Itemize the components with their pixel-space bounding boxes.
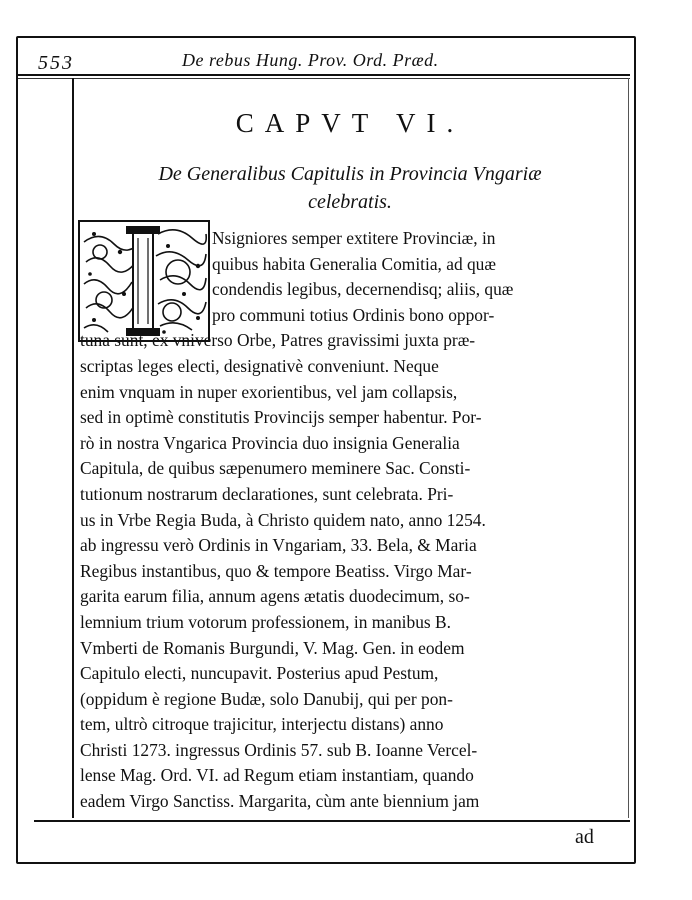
text-line: sed in optimè constitutis Provincijs semper habentur. Por- [80, 407, 482, 428]
running-head: De rebus Hung. Prov. Ord. Præd. [182, 50, 439, 70]
text-line: Regibus instantibus, quo & tempore Beatiss. Virgo Mar- [80, 560, 472, 581]
text-line: ab ingressu verò Ordinis in Vngariam, 33. Bela, & Maria [80, 535, 477, 556]
text-line: condendis legibus, decernendisq; aliis, quæ [212, 279, 514, 300]
text-line: tutionum nostrarum declarationes, sunt celebrata. Pri- [80, 483, 454, 504]
subtitle-line: celebratis. [308, 191, 392, 213]
body-text [80, 226, 628, 815]
text-line: us in Vrbe Regia Buda, à Christo quidem nato, anno 1254. [80, 509, 486, 530]
text-line: enim vnquam in nuper exorientibus, vel jam collapsis, [80, 381, 458, 402]
text-line: quibus habita Generalia Comitia, ad quæ [212, 253, 496, 274]
header-rule [18, 74, 630, 76]
text-line: Christi 1273. ingressus Ordinis 57. sub B. Ioanne Vercel- [80, 739, 478, 760]
catchword: ad [575, 826, 594, 848]
text-line: lense Mag. Ord. VI. ad Regum etiam instantiam, quando [80, 765, 474, 786]
text-line: Vmberti de Romanis Burgundi, V. Mag. Gen. in eodem [80, 637, 465, 658]
text-line: tuna sunt, ex vniverso Orbe, Patres gravissimi juxta præ- [80, 330, 476, 351]
text-line: lemnium trium votorum professionem, in manibus B. [80, 611, 451, 632]
page-number: 553 [38, 52, 74, 74]
text-line: garita earum filia, annum agens ætatis duodecimum, so- [80, 586, 470, 607]
header-rule-secondary [18, 78, 630, 79]
text-line: Capitula, de quibus sæpenumero meminere Sac. Consti- [80, 458, 471, 479]
text-line: eadem Virgo Sanctiss. Margarita, cùm ante biennium jam [80, 791, 480, 812]
subtitle-line: De Generalibus Capitulis in Provincia Vngariæ [158, 163, 542, 185]
text-line: (oppidum è regione Budæ, solo Danubij, qui per pon- [80, 688, 453, 709]
text-line: tem, ultrò citroque trajicitur, interjectu distans) anno [80, 714, 444, 735]
text-line: rò in nostra Vngarica Provincia duo insignia Generalia [80, 432, 460, 453]
text-line: Capitulo electi, nuncupavit. Posterius apud Pestum, [80, 663, 439, 684]
footer-rule [34, 820, 630, 822]
text-block-right-rule [628, 78, 629, 818]
text-line: scriptas leges electi, designativè conveniunt. Neque [80, 355, 439, 376]
text-line: pro communi totius Ordinis bono oppor- [212, 304, 495, 325]
chapter-title: CAPVT VI. [235, 108, 465, 138]
text-line: Nsigniores semper extitere Provinciæ, in [212, 228, 496, 248]
chapter-subtitle [72, 160, 628, 216]
